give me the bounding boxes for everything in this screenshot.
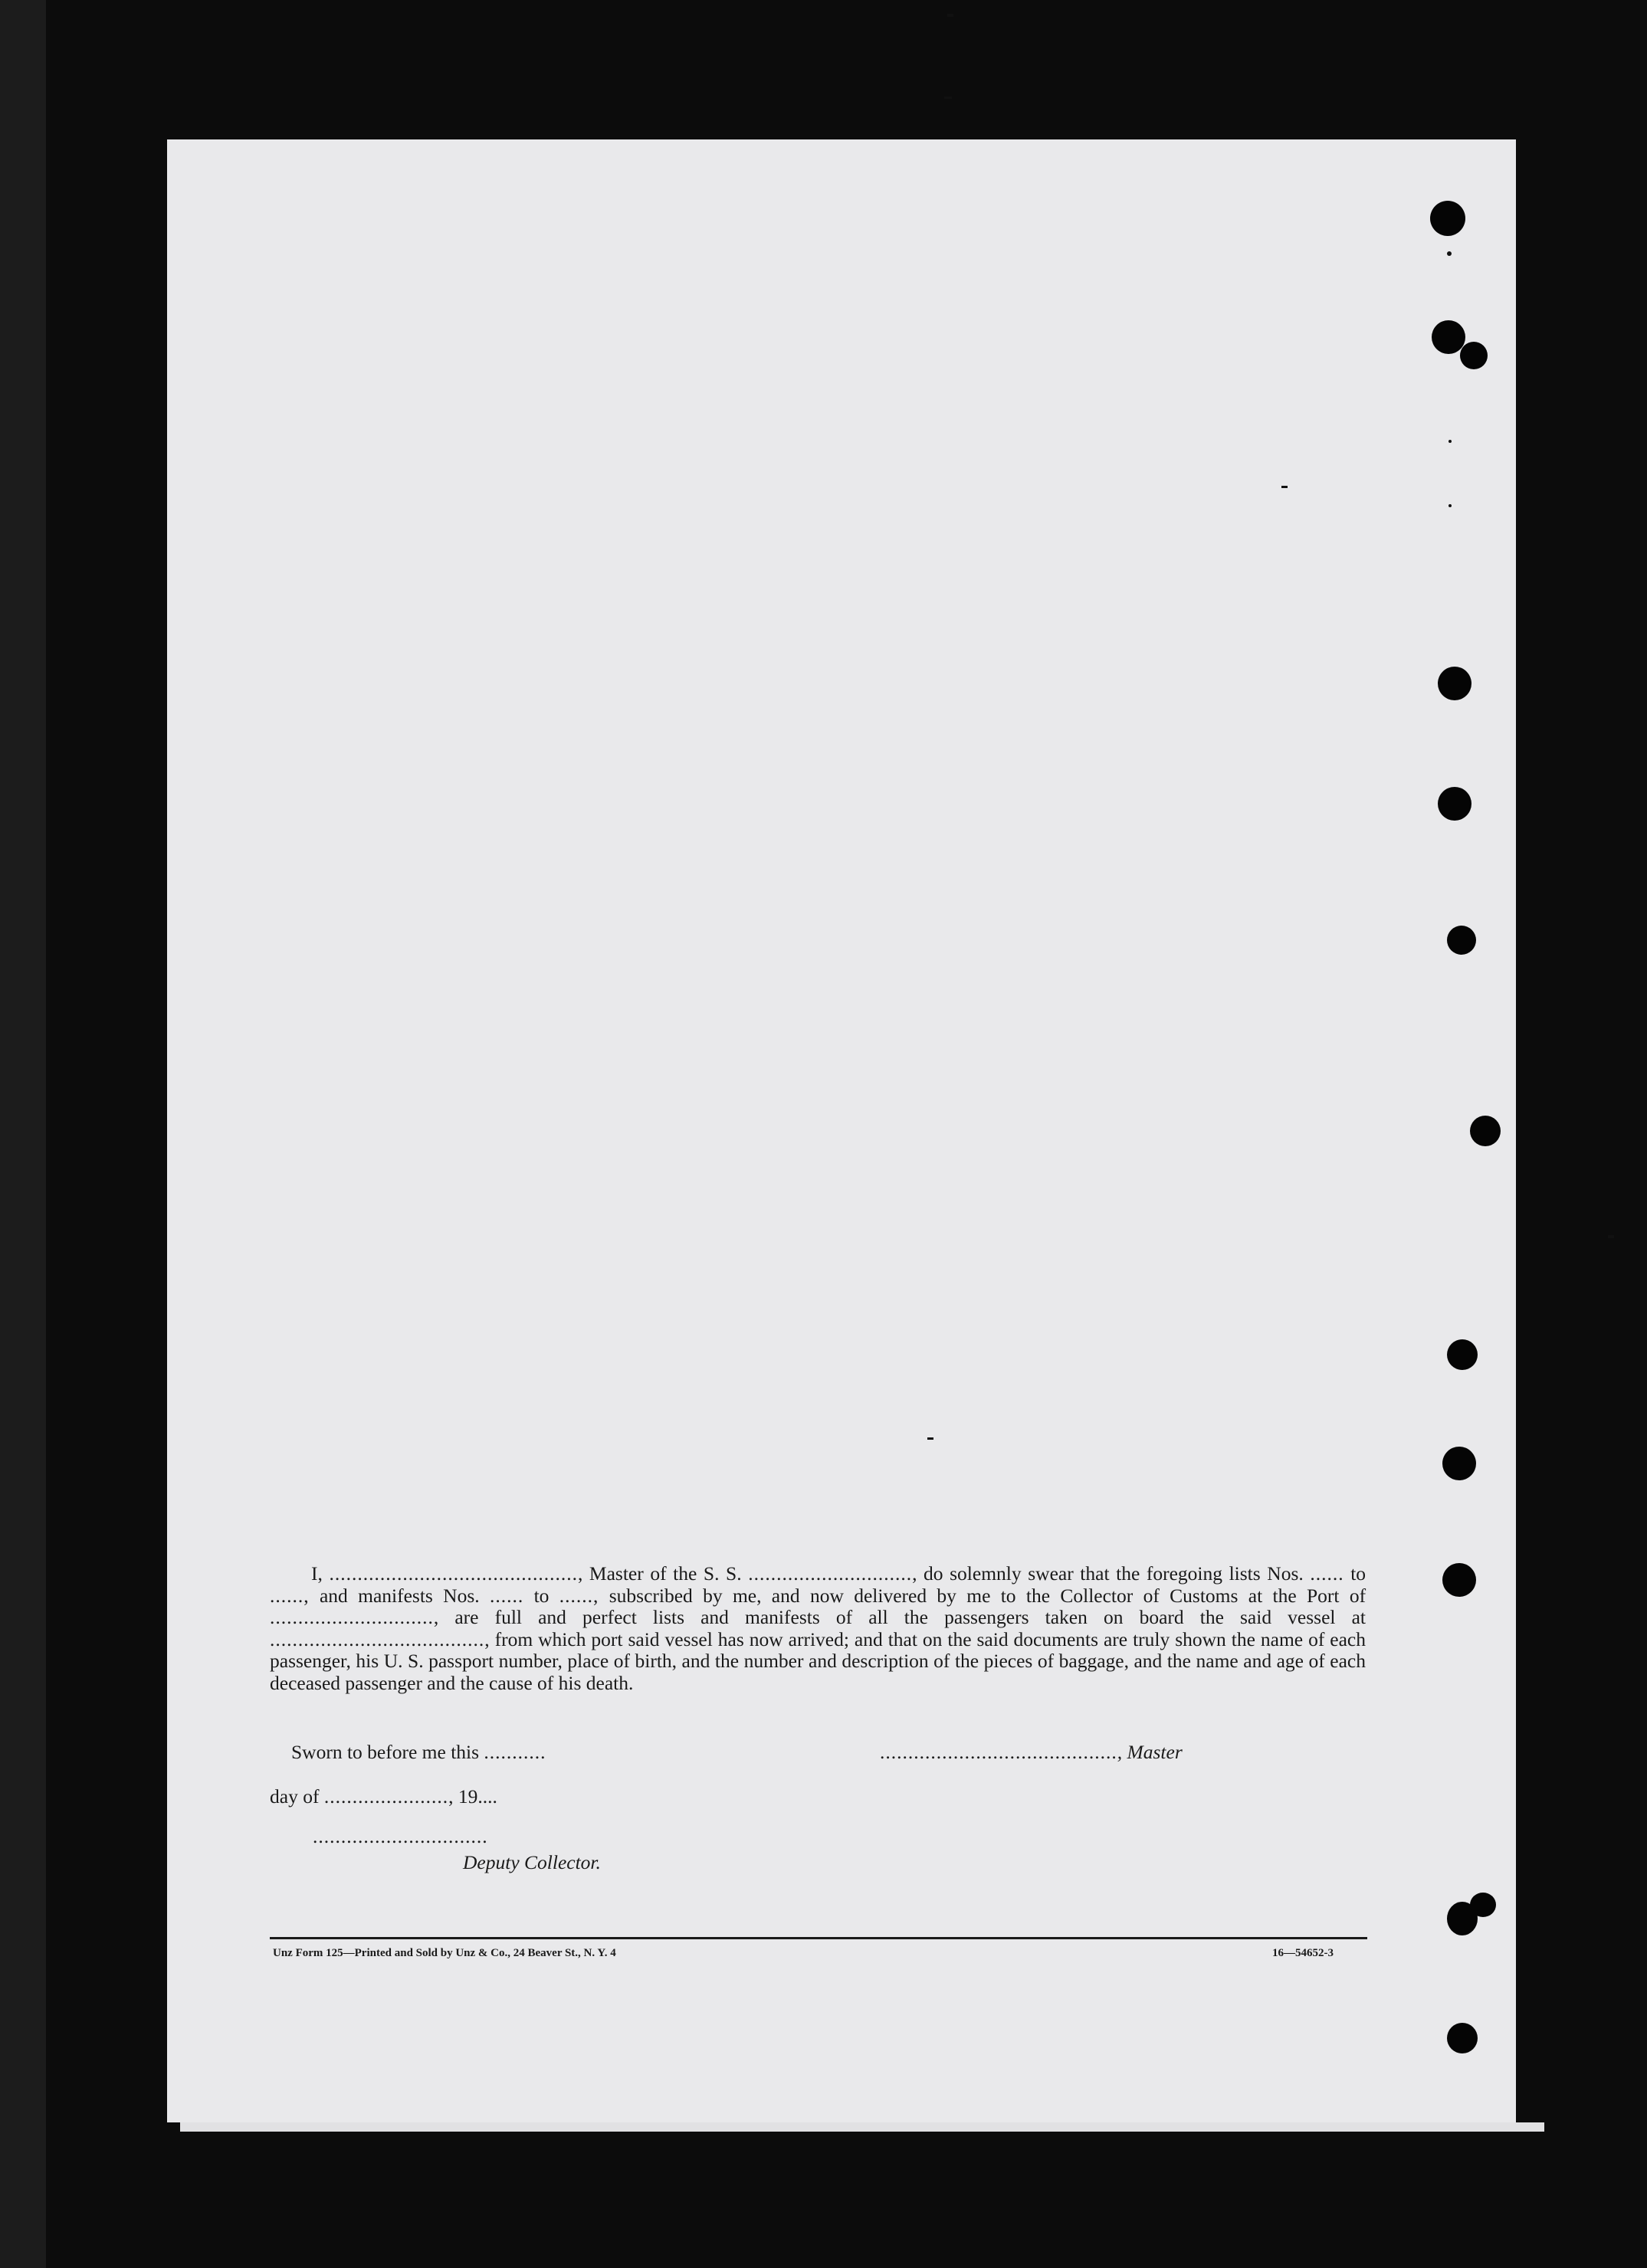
punch-hole bbox=[1442, 1447, 1476, 1480]
punch-hole bbox=[1447, 2023, 1478, 2053]
blank-manifest-to: ......, bbox=[559, 1584, 599, 1607]
punch-hole bbox=[1442, 1563, 1476, 1597]
speck bbox=[1608, 1235, 1614, 1238]
punch-hole bbox=[1438, 667, 1471, 700]
master-signature-line bbox=[880, 1741, 1183, 1764]
day-of-line: day of ......................, 19.... bbox=[270, 1785, 497, 1808]
page-edge bbox=[180, 2122, 1544, 2132]
punch-hole bbox=[1432, 320, 1465, 354]
speck bbox=[944, 97, 952, 99]
scan-frame bbox=[0, 0, 46, 2268]
punch-hole bbox=[1470, 1893, 1496, 1917]
speck bbox=[927, 1437, 933, 1440]
blank-list-from: ...... bbox=[1310, 1562, 1344, 1585]
blank-port: ............................. bbox=[270, 1606, 434, 1628]
speck bbox=[1449, 504, 1452, 507]
deputy-signature-blank: ............................... bbox=[313, 1825, 488, 1847]
master-signature-blank: .......................................... bbox=[880, 1741, 1117, 1763]
deputy-collector-label: Deputy Collector. bbox=[463, 1851, 601, 1873]
printer-imprint: Unz Form 125—Printed and Sold by Unz & Co., 24 Beaver St., N. Y. 4 bbox=[273, 1947, 616, 1959]
punch-hole bbox=[1460, 342, 1488, 369]
punch-hole bbox=[1438, 787, 1471, 821]
blank-ship-name: ............................. bbox=[748, 1562, 913, 1585]
sworn-line: Sworn to before me this ........... bbox=[291, 1741, 546, 1763]
punch-hole bbox=[1430, 201, 1465, 236]
oath-paragraph: I, ............................................, Master of the S. S. ............................., do solemnly swear that the foregoing lists Nos. ...... to ......, and manifests Nos. ...... to ......, subscribed by me, and now delivered by me to the Collector of Customs at the Port of ............................., are full and perfect lists and manifests of all the passengers taken on board the said vessel at ......................................, from which port said vessel has now arrived; and that on the said documents are truly shown the name of each passenger, his U. S. passport number, place of birth, and the number and description of the pieces of baggage, and the name and age of each deceased passenger and the cause of his death. bbox=[270, 1562, 1366, 1694]
punch-hole bbox=[1447, 926, 1476, 955]
blank-departure-port: ...................................... bbox=[270, 1627, 485, 1650]
footer-rule bbox=[270, 1937, 1367, 1939]
punch-hole bbox=[1447, 1339, 1478, 1370]
master-label: , Master bbox=[1117, 1741, 1183, 1763]
form-number: 16—54652-3 bbox=[1272, 1947, 1334, 1959]
speck bbox=[1281, 486, 1288, 488]
speck bbox=[1447, 251, 1452, 256]
speck bbox=[947, 14, 953, 17]
blank-manifest-from: ...... bbox=[489, 1584, 524, 1607]
punch-hole bbox=[1470, 1116, 1501, 1146]
blank-master-name: ............................................ bbox=[329, 1562, 578, 1585]
blank-list-to: ......, bbox=[270, 1584, 310, 1607]
speck bbox=[1449, 440, 1452, 443]
